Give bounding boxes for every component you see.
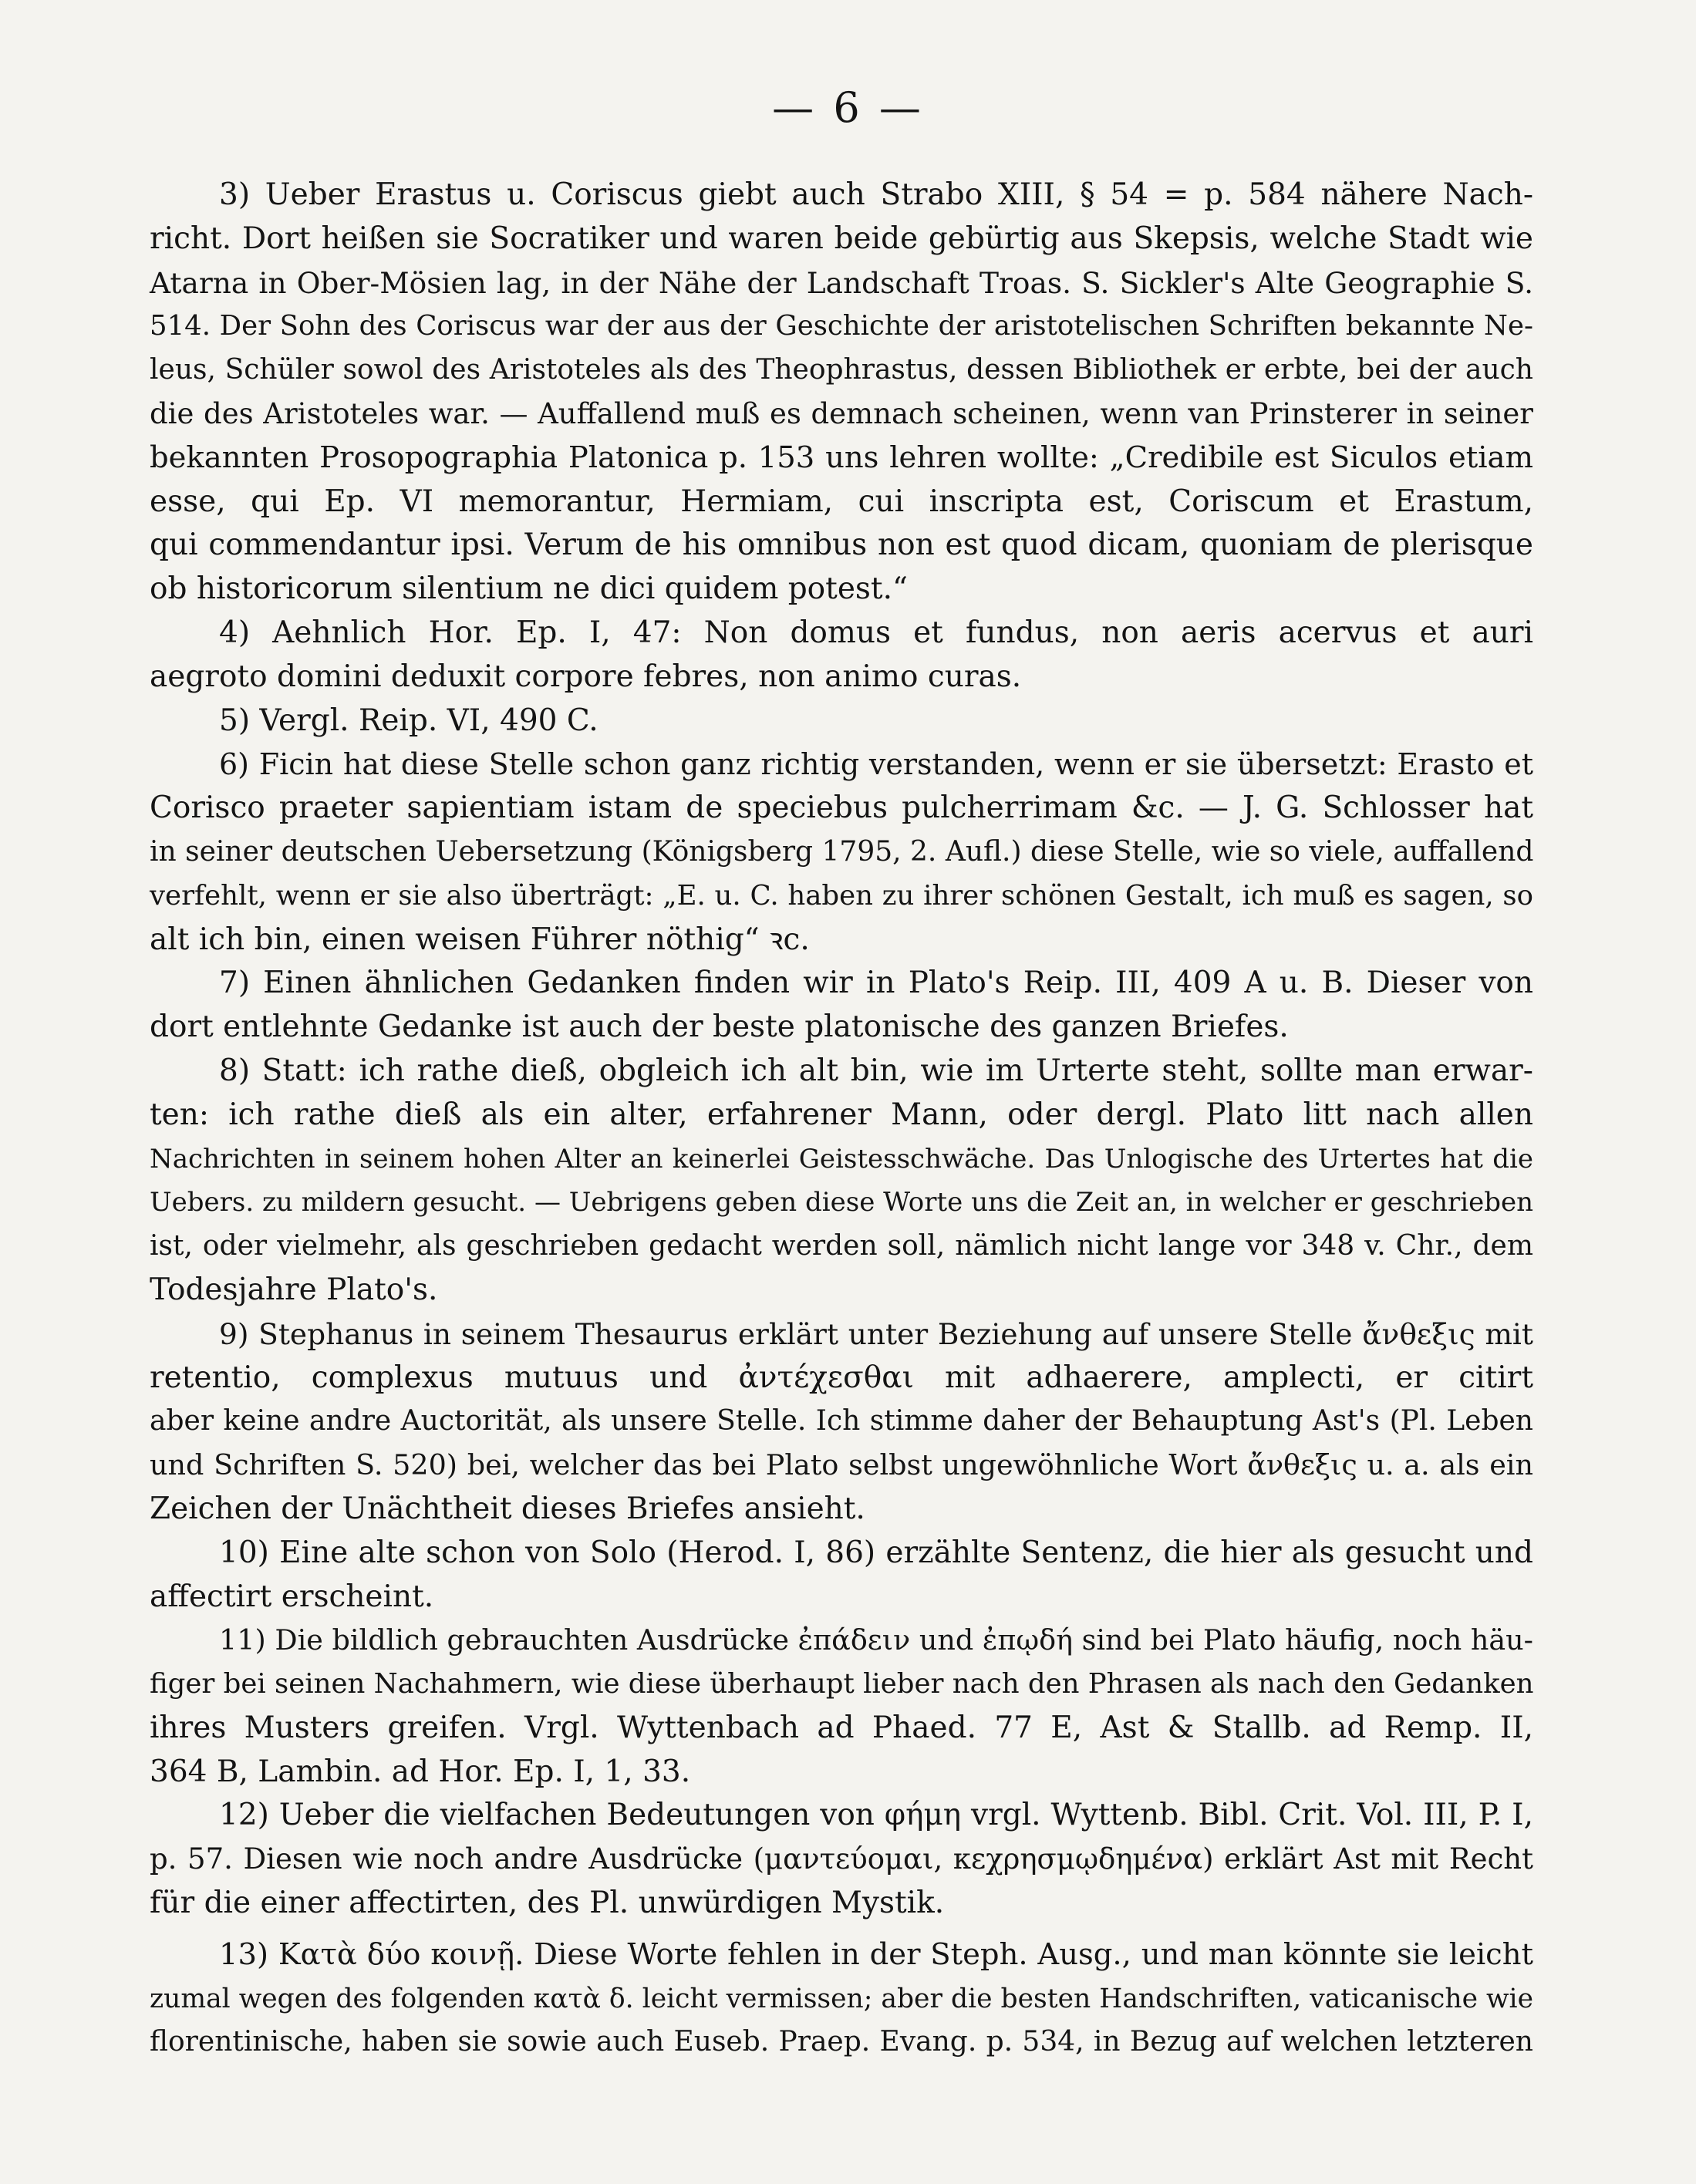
text-line: 5) Vergl. Reip. VI, 490 C. xyxy=(219,703,598,738)
text-line: Uebers. zu mildern gesucht. — Uebrigens geben diese Worte uns die Zeit an, in welcher er geschrieben xyxy=(150,1187,1533,1218)
text-line: esse, qui Ep. VI memorantur, Hermiam, cui inscripta est, Coriscum et Erastum, xyxy=(150,484,1533,519)
text-line: Zeichen der Unächtheit dieses Briefes ansieht. xyxy=(150,1491,865,1526)
text-line: p. 57. Diesen wie noch andre Ausdrücke (μαντεύομαι, κεχρησμῳδημένα) erklärt Ast mit Recht xyxy=(150,1842,1533,1876)
text-line: 6) Ficin hat diese Stelle schon ganz richtig verstanden, wenn er sie übersetzt: Erasto et xyxy=(219,747,1533,782)
text-line: 13) Κατὰ δύο κοινῇ. Diese Worte fehlen in der Steph. Ausg., und man könnte sie leicht xyxy=(219,1936,1533,1972)
footnote-9 xyxy=(150,1313,1533,1532)
text-line: in seiner deutschen Uebersetzung (Königsberg 1795, 2. Aufl.) diese Stelle, wie so viele, auffallend xyxy=(150,835,1534,868)
footnote-12 xyxy=(150,1794,1533,1925)
text-line: ist, oder vielmehr, als geschrieben gedacht werden soll, nämlich nicht lange vor 348 v. Chr., dem xyxy=(150,1230,1533,1262)
text-line: retentio, complexus mutuus und ἀντέχεσθαι mit adhaerere, amplecti, er citirt xyxy=(150,1360,1533,1395)
text-line: 4) Aehnlich Hor. Ep. I, 47: Non domus et fundus, non aeris acervus et auri xyxy=(219,615,1533,650)
text-line: Nachrichten in seinem hohen Alter an keinerlei Geistesschwäche. Das Unlogische des Urtertes hat die xyxy=(150,1143,1533,1175)
page-number: — 6 — xyxy=(772,83,924,132)
text-line: 7) Einen ähnlichen Gedanken finden wir in Plato's Reip. III, 409 A u. B. Dieser von xyxy=(219,966,1533,1001)
text-line: qui commendantur ipsi. Verum de his omnibus non est quod dicam, quoniam de plerisque xyxy=(150,527,1533,563)
footnote-7 xyxy=(150,962,1533,1050)
footnote-8 xyxy=(150,1050,1533,1313)
footnotes xyxy=(150,174,1533,2064)
text-line: dort entlehnte Gedanke ist auch der beste platonische des ganzen Briefes. xyxy=(150,1009,1289,1045)
text-line: 9) Stephanus in seinem Thesaurus erklärt unter Beziehung auf unsere Stelle ἄνθεξις mit xyxy=(219,1316,1533,1351)
text-line: 12) Ueber die vielfachen Bedeutungen von φήμη vrgl. Wyttenb. Bibl. Crit. Vol. III, P. I, xyxy=(219,1798,1533,1833)
footnote-13 xyxy=(150,1933,1533,2064)
text-line: richt. Dort heißen sie Socratiker und waren beide gebürtig aus Skepsis, welche Stadt wie xyxy=(150,221,1533,256)
text-line: leus, Schüler sowol des Aristoteles als des Theophrastus, dessen Bibliothek er erbte, bei der auch xyxy=(150,354,1533,386)
text-line: 8) Statt: ich rathe dieß, obgleich ich alt bin, wie im Urterte steht, sollte man erwar- xyxy=(219,1053,1533,1088)
text-line: 11) Die bildlich gebrauchten Ausdrücke ἐπάδειν und ἐπῳδή sind bei Plato häufig, noch häu- xyxy=(219,1623,1533,1657)
text-line: ob historicorum silentium ne dici quidem potest.“ xyxy=(150,571,908,607)
text-line: für die einer affectirten, des Pl. unwürdigen Mystik. xyxy=(150,1886,945,1921)
text-line: affectirt erscheint. xyxy=(150,1579,434,1614)
footnote-6 xyxy=(150,743,1533,962)
text-line: florentinische, haben sie sowie auch Euseb. Praep. Evang. p. 534, in Bezug auf welchen letzteren xyxy=(150,2026,1533,2058)
footnote-3 xyxy=(150,174,1533,612)
text-line: die des Aristoteles war. — Auffallend muß es demnach scheinen, wenn van Prinsterer in seiner xyxy=(150,396,1533,430)
footnote-4 xyxy=(150,612,1533,699)
text-line: ten: ich rathe dieß als ein alter, erfahrener Mann, oder dergl. Plato litt nach allen xyxy=(150,1097,1533,1132)
text-line: bekannten Prosopographia Platonica p. 153 uns lehren wollte: „Credibile est Siculos etiam xyxy=(150,440,1533,475)
text-line: 514. Der Sohn des Coriscus war der aus der Geschichte der aristotelischen Schriften bekannte Ne- xyxy=(150,310,1533,342)
text-line: und Schriften S. 520) bei, welcher das bei Plato selbst ungewöhnliche Wort ἄνθεξις u. a. als ein xyxy=(150,1448,1533,1482)
text-line: aber keine andre Auctorität, als unsere Stelle. Ich stimme daher der Behauptung Ast's (Pl. Leben xyxy=(150,1405,1533,1437)
text-line: 3) Ueber Erastus u. Coriscus giebt auch Strabo XIII, § 54 = p. 584 nähere Nach- xyxy=(219,177,1533,212)
text-line: zumal wegen des folgenden κατὰ δ. leicht vermissen; aber die besten Handschriften, vaticanische wie xyxy=(150,1983,1533,2014)
text-line: 10) Eine alte schon von Solo (Herod. I, 86) erzählte Sentenz, die hier als gesucht und xyxy=(219,1535,1533,1570)
text-line: figer bei seinen Nachahmern, wie diese überhaupt lieber nach den Phrasen als nach den Gedanken xyxy=(150,1668,1534,1700)
text-line: ihres Musters greifen. Vrgl. Wyttenbach ad Phaed. 77 E, Ast & Stallb. ad Remp. II, xyxy=(150,1710,1533,1745)
footnote-11 xyxy=(150,1619,1533,1794)
text-line: Todesjahre Plato's. xyxy=(150,1272,438,1307)
text-line: Atarna in Ober-Mösien lag, in der Nähe der Landschaft Troas. S. Sickler's Alte Geographie S. xyxy=(150,265,1533,300)
text-line: alt ich bin, einen weisen Führer nöthig“ ꝛc. xyxy=(150,922,810,957)
text-line: 364 B, Lambin. ad Hor. Ep. I, 1, 33. xyxy=(150,1754,691,1789)
footnote-10 xyxy=(150,1532,1533,1619)
footnote-5 xyxy=(150,699,1533,743)
text-line: verfehlt, wenn er sie also überträgt: „E. u. C. haben zu ihrer schönen Gestalt, ich muß es sagen, so xyxy=(150,879,1533,912)
text-line: Corisco praeter sapientiam istam de speciebus pulcherrimam &c. — J. G. Schlosser hat xyxy=(150,790,1533,826)
text-line: aegroto domini deduxit corpore febres, non animo curas. xyxy=(150,659,1022,694)
